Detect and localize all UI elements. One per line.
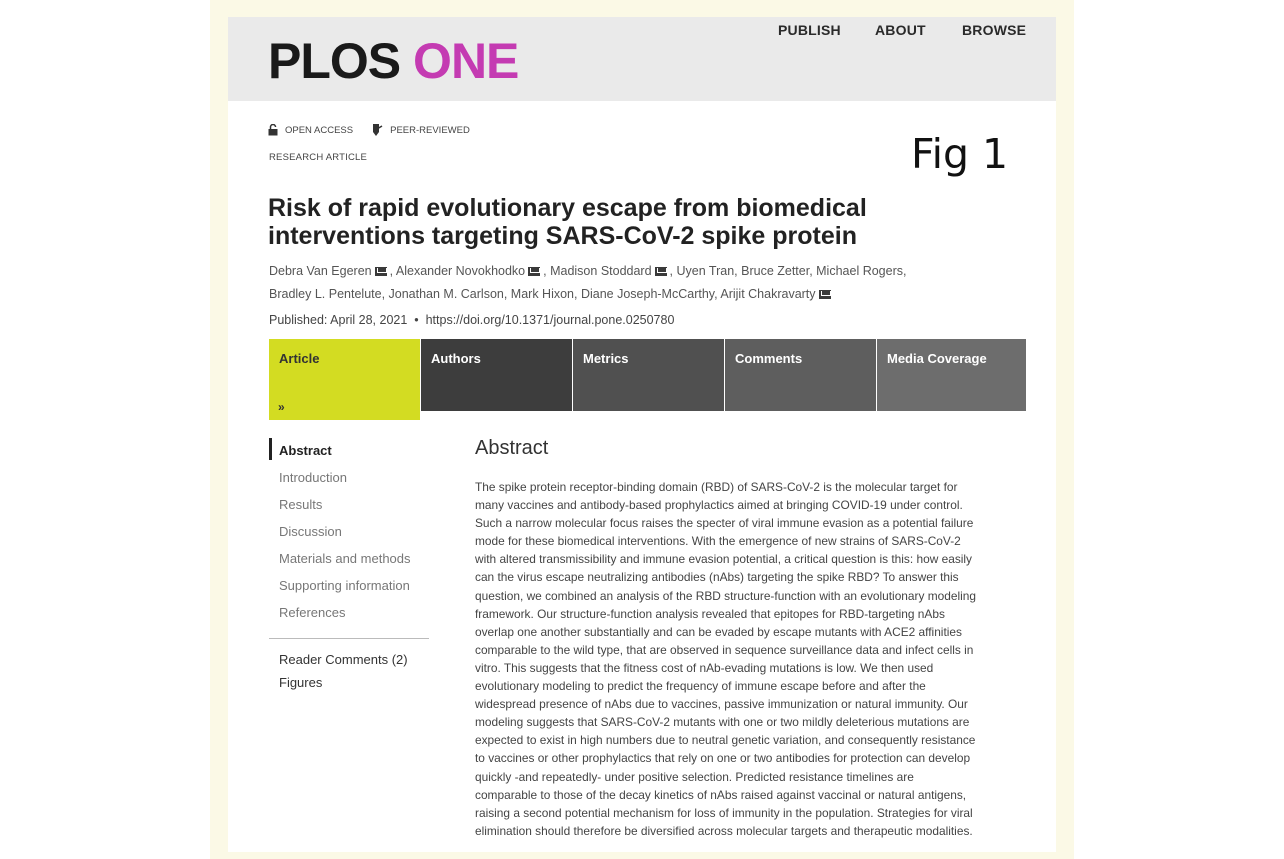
- title-line: interventions targeting SARS-CoV-2 spike protein: [268, 222, 857, 250]
- abstract-line: comparable to the wild type, that are observed in sequence surveillance data and infect cells in: [475, 642, 974, 657]
- abstract-line: vitro. This suggests that the fitness cost of nAb-evading mutations is low. We then used: [475, 660, 934, 675]
- abstract-line: question, we combined an analysis of the RBD structure-function with an evolutionary modeling: [475, 588, 976, 603]
- author-line: [269, 283, 969, 306]
- logo-one: ONE: [413, 33, 519, 89]
- plos-one-logo[interactable]: [268, 35, 518, 87]
- tab-article[interactable]: [269, 339, 420, 420]
- tab-metrics[interactable]: [573, 339, 724, 411]
- tab-label: Authors: [431, 351, 481, 366]
- abstract-line: widespread presence of nAbs due to vaccines, passive immunization or natural immunity. Our: [475, 697, 968, 712]
- publication-info: [269, 313, 674, 327]
- author-list: [269, 260, 969, 306]
- site-header: [228, 17, 1056, 101]
- abstract-line: many vaccines and antibody-based prophylactics aimed at bringing COVID-19 under control.: [475, 498, 963, 513]
- logo-plos: PLOS: [268, 33, 401, 89]
- tab-label: Comments: [735, 351, 803, 366]
- peer-reviewed-icon: [371, 123, 383, 137]
- toc-item-abstract[interactable]: Abstract: [279, 443, 332, 458]
- email-icon[interactable]: [655, 267, 667, 276]
- author-name[interactable]: Alexander Novokhodko: [395, 264, 526, 278]
- article-tabs: [269, 339, 1026, 414]
- article-badges: [268, 123, 480, 137]
- abstract-line: The spike protein receptor-binding domain (RBD) of SARS-CoV-2 is the molecular target for: [475, 480, 958, 494]
- abstract-line: with altered transmissibility and immune evasion potential, a critical question is this: how easily: [475, 552, 972, 567]
- abstract-line: can the virus escape neutralizing antibodies (nAbs) targeting the spike RBD? To answer this: [475, 570, 959, 585]
- abstract-heading: Abstract: [475, 437, 549, 459]
- article-title: [268, 194, 948, 250]
- open-access-label: OPEN ACCESS: [285, 124, 354, 136]
- toc-item-results[interactable]: Results: [279, 497, 323, 512]
- active-section-indicator: [269, 438, 272, 460]
- published-date: Published: April 28, 2021: [269, 313, 408, 327]
- toc-item-introduction[interactable]: Introduction: [279, 470, 347, 485]
- article-type: RESEARCH ARTICLE: [269, 152, 368, 163]
- bullet-separator: •: [410, 313, 423, 327]
- nav-browse[interactable]: BROWSE: [962, 22, 1027, 38]
- abstract-line: comparable to those of the decay kinetics of nAbs raised against vaccinal or natural antigens,: [475, 787, 967, 802]
- email-icon[interactable]: [819, 290, 831, 299]
- abstract-line: quickly -and repeatedly- under positive selection. Predicted resistance timelines are: [475, 769, 914, 784]
- abstract-text: [475, 478, 1030, 840]
- article-page: [228, 17, 1056, 852]
- unlock-icon: [268, 124, 278, 136]
- author-name[interactable]: Madison Stoddard: [550, 264, 652, 278]
- author-names[interactable]: Bradley L. Pentelute, Jonathan M. Carlson, Mark Hixon, Diane Joseph-McCarthy, Arijit Chakravarty: [269, 287, 816, 301]
- tab-authors[interactable]: [421, 339, 572, 411]
- figure-label: Fig 1: [911, 130, 1009, 178]
- abstract-line: elimination should therefore be diversified across molecular targets and therapeutic modalities.: [475, 823, 973, 838]
- title-line: Risk of rapid evolutionary escape from biomedical: [268, 194, 867, 222]
- abstract-line: overlap one another substantially and can be evaded by escape mutants with ACE2 affinities: [475, 624, 962, 639]
- toc-item-reader-comments[interactable]: Reader Comments (2): [279, 652, 408, 667]
- peer-reviewed-label: PEER-REVIEWED: [390, 124, 470, 136]
- abstract-line: expected to exist in high numbers due to neutral genetic variation, and consequently resistance: [475, 733, 976, 748]
- abstract-line: framework. Our structure-function analysis revealed that epitopes for RBD-targeting nAbs: [475, 606, 945, 621]
- tab-media-coverage[interactable]: [877, 339, 1026, 411]
- doi-link[interactable]: https://doi.org/10.1371/journal.pone.0250780: [425, 313, 675, 327]
- peer-reviewed-badge: [371, 123, 470, 137]
- email-icon[interactable]: [375, 267, 387, 276]
- tab-label: Media Coverage: [887, 351, 987, 366]
- author-name[interactable]: Debra Van Egeren: [269, 264, 372, 278]
- nav-about[interactable]: ABOUT: [875, 22, 926, 38]
- nav-publish[interactable]: PUBLISH: [778, 22, 841, 38]
- abstract-line: raising a second potential mechanism for loss of immunity in the population. Strategies for viral: [475, 805, 973, 820]
- email-icon[interactable]: [528, 267, 540, 276]
- abstract-line: modeling suggests that SARS-CoV-2 mutants with one or two mildly deleterious mutations are: [475, 715, 970, 730]
- tab-comments[interactable]: [725, 339, 876, 411]
- toc-divider: [269, 638, 429, 639]
- abstract-line: mode for these biomedical interventions. With the emergence of new strains of SARS-CoV-2: [475, 534, 961, 549]
- author-line: Debra Van Egeren , Alexander Novokhodko , Madison Stoddard , Uyen Tran, Bruce Zetter, Michael Rogers,: [269, 264, 907, 278]
- abstract-line: to vaccines or other prophylactics that rely on one or two antibodies for protection can develop: [475, 751, 971, 766]
- open-access-badge: [268, 124, 353, 136]
- toc-item-figures[interactable]: Figures: [279, 675, 323, 690]
- toc-item-discussion[interactable]: Discussion: [279, 524, 342, 539]
- abstract-line: evolutionary modeling to predict the frequency of immune escape before and after the: [475, 679, 926, 694]
- toc-item-references[interactable]: References: [279, 605, 346, 620]
- tab-label: Article: [279, 351, 320, 366]
- abstract-line: Such a narrow molecular focus raises the specter of viral immune evasion as a potential failure: [475, 516, 974, 531]
- double-chevron-down-icon: »: [278, 400, 285, 414]
- toc-item-supporting-information[interactable]: Supporting information: [279, 578, 410, 593]
- author-names[interactable]: Uyen Tran, Bruce Zetter, Michael Rogers,: [676, 264, 907, 278]
- toc-item-materials-methods[interactable]: Materials and methods: [279, 551, 411, 566]
- tab-label: Metrics: [583, 351, 629, 366]
